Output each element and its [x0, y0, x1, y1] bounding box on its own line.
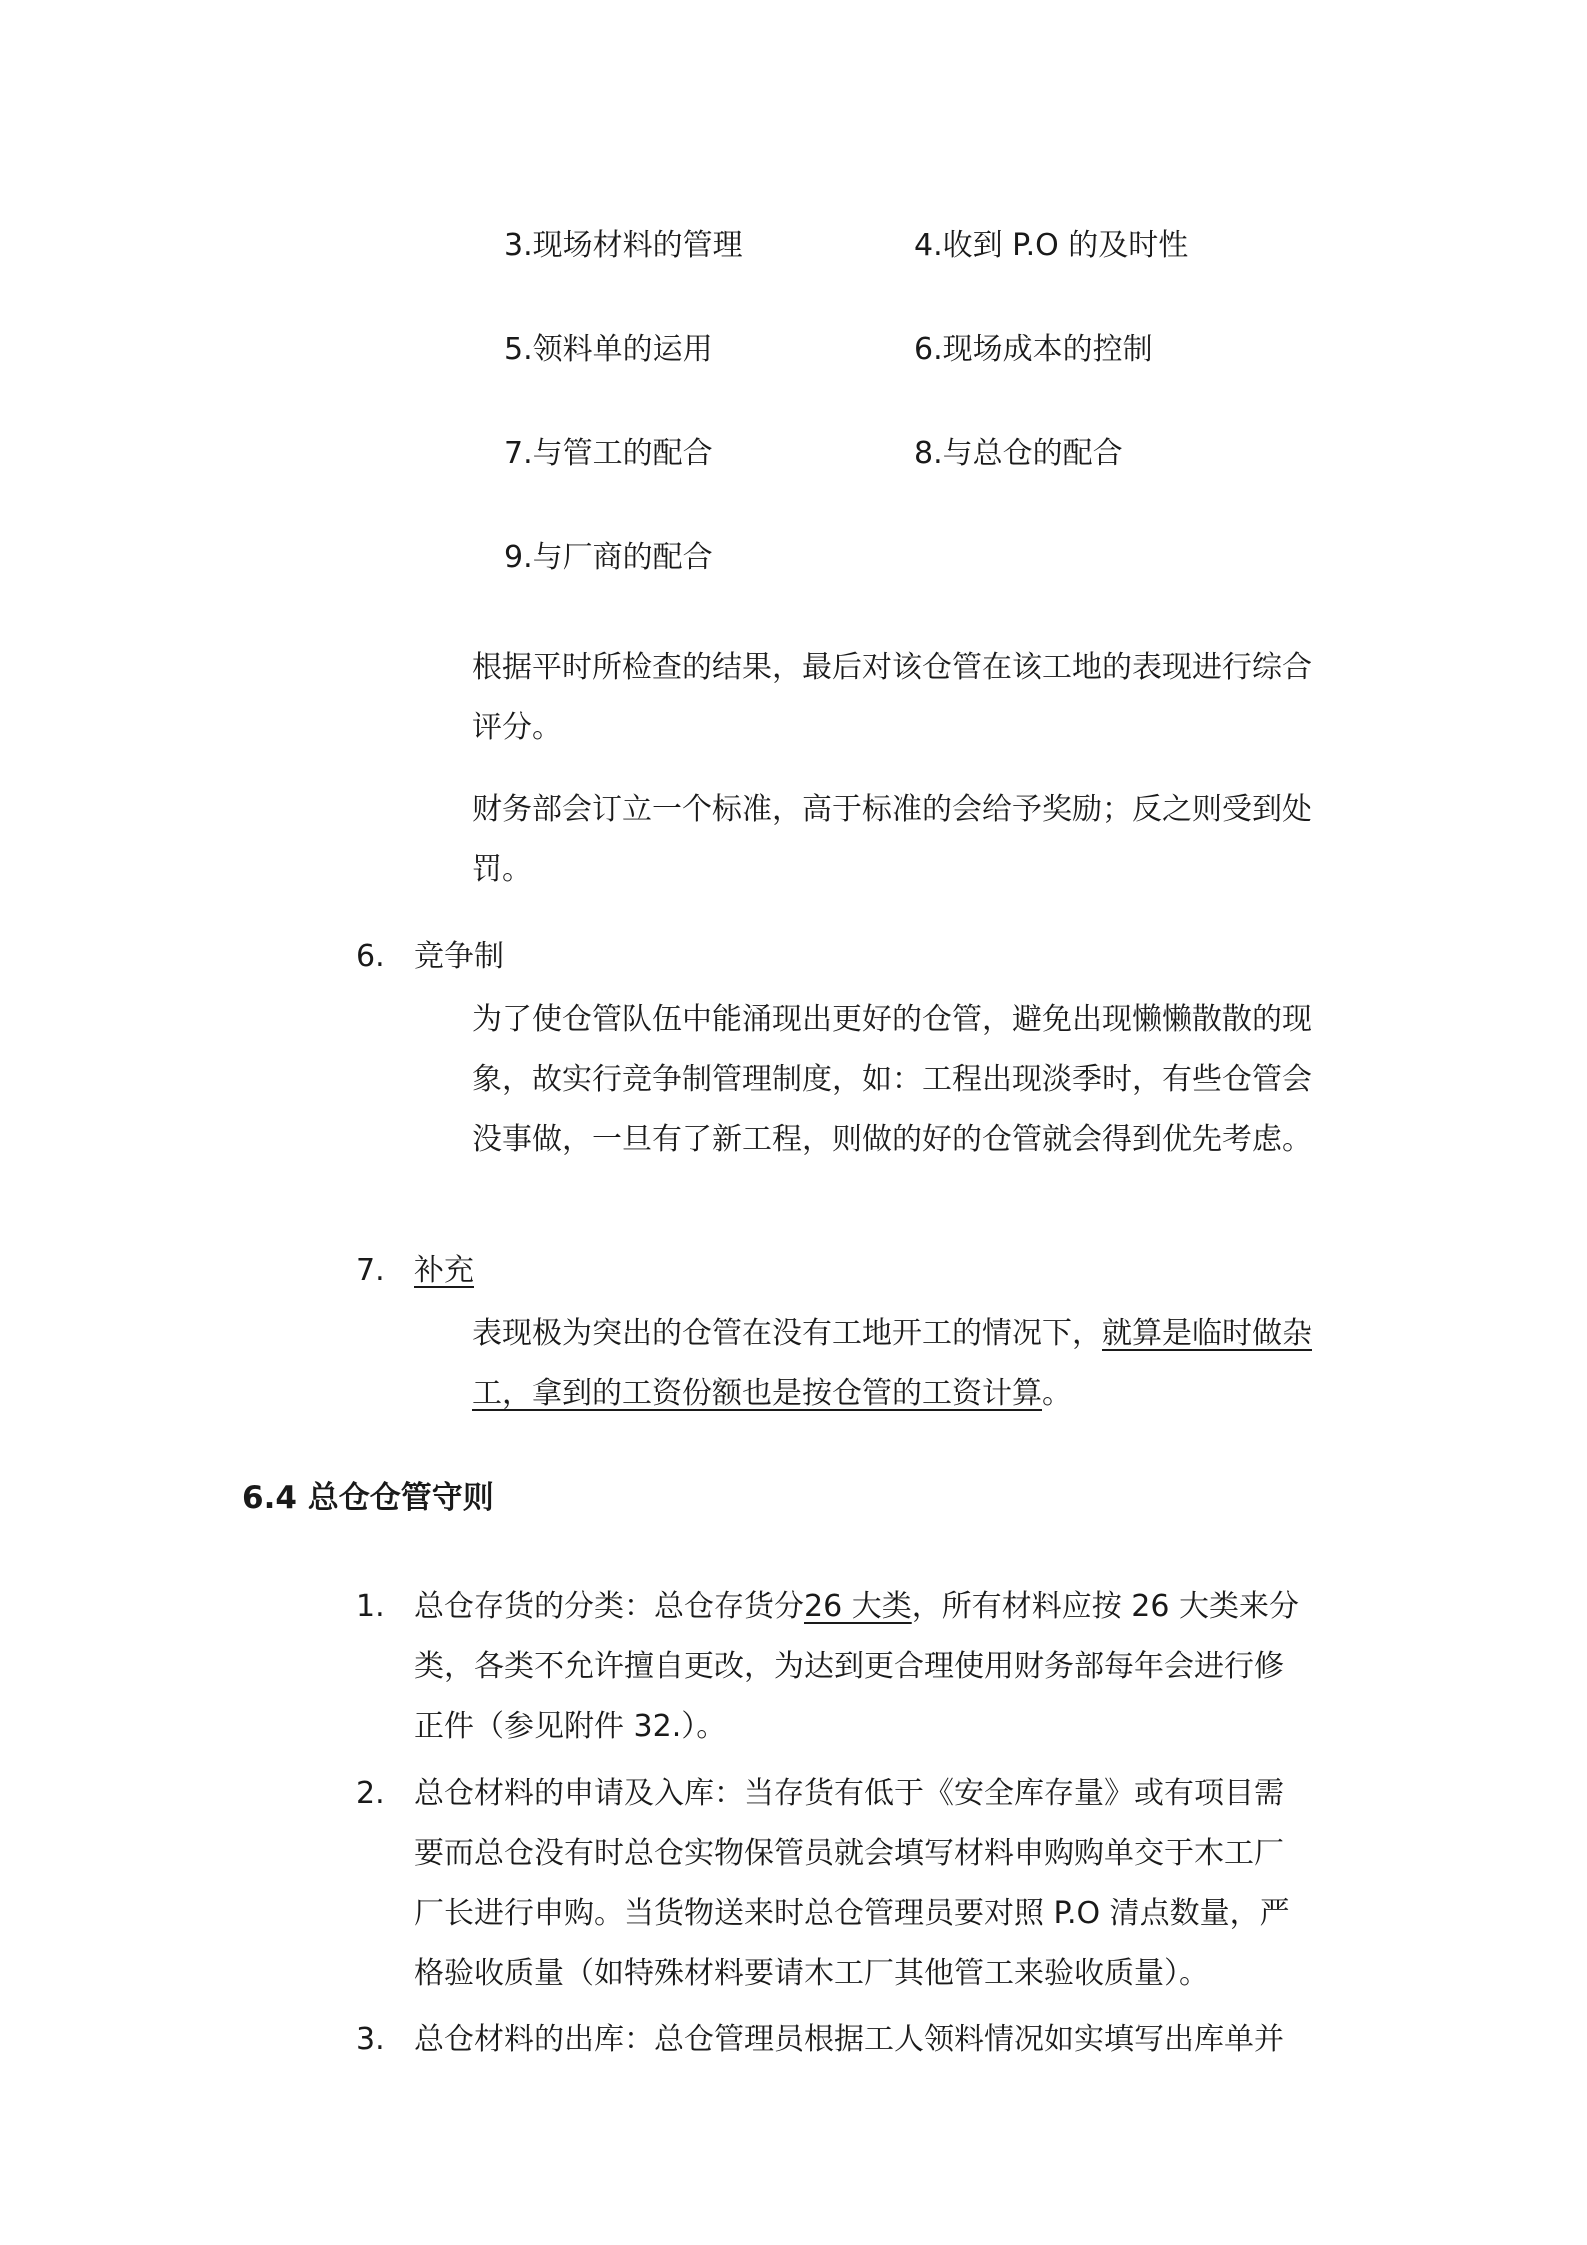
paragraph-line: 根据平时所检查的结果，最后对该仓管在该工地的表现进行综合	[472, 650, 1312, 685]
paragraph-line: 财务部会订立一个标准，高于标准的会给予奖励；反之则受到处	[472, 792, 1312, 827]
paragraph-line: 类，各类不允许擅自更改，为达到更合理使用财务部每年会进行修	[414, 1649, 1284, 1684]
list-item: 4.收到 P.O 的及时性	[914, 228, 1189, 263]
paragraph-line: 评分。	[472, 710, 562, 745]
item-number: 2.	[356, 1776, 385, 1811]
paragraph-line: 格验收质量（如特殊材料要请木工厂其他管工来验收质量）。	[414, 1956, 1209, 1991]
item-title: 补充	[414, 1253, 474, 1288]
item-number: 3.	[356, 2022, 385, 2057]
paragraph-line: 没事做，一旦有了新工程，则做的好的仓管就会得到优先考虑。	[472, 1122, 1312, 1157]
paragraph-line: 罚。	[472, 852, 532, 887]
list-item: 5.领料单的运用	[504, 332, 713, 367]
list-item: 3.现场材料的管理	[504, 228, 743, 263]
item-title: 竞争制	[414, 939, 504, 974]
item-number: 6.	[356, 939, 385, 974]
item-number: 7.	[356, 1253, 385, 1288]
text-run: ，所有材料应按 26 大类来分	[911, 1589, 1299, 1624]
list-item: 8.与总仓的配合	[914, 436, 1123, 471]
paragraph-line	[414, 1587, 1299, 1627]
paragraph-line: 要而总仓没有时总仓实物保管员就会填写材料申购购单交于木工厂	[414, 1836, 1284, 1871]
list-item: 6.现场成本的控制	[914, 332, 1153, 367]
paragraph-line	[472, 1314, 1312, 1354]
section-heading: 6.4 总仓仓管守则	[242, 1480, 494, 1516]
text-run: 。	[1042, 1376, 1072, 1411]
paragraph-line	[472, 1374, 1072, 1414]
paragraph-line: 总仓材料的出库：总仓管理员根据工人领料情况如实填写出库单并	[414, 2022, 1284, 2057]
paragraph-line: 正件（参见附件 32.）。	[414, 1709, 727, 1744]
underlined-text: 就算是临时做杂	[1102, 1316, 1312, 1351]
item-number: 1.	[356, 1589, 385, 1624]
paragraph-line: 象，故实行竞争制管理制度，如：工程出现淡季时，有些仓管会	[472, 1062, 1312, 1097]
text-run: 总仓存货的分类：总仓存货分	[414, 1589, 804, 1624]
paragraph-line: 为了使仓管队伍中能涌现出更好的仓管，避免出现懒懒散散的现	[472, 1002, 1312, 1037]
paragraph-line: 总仓材料的申请及入库：当存货有低于《安全库存量》或有项目需	[414, 1776, 1284, 1811]
underlined-text: 26 大类	[804, 1589, 912, 1624]
list-item: 9.与厂商的配合	[504, 540, 713, 575]
paragraph-line: 厂长进行申购。当货物送来时总仓管理员要对照 P.O 清点数量，严	[414, 1896, 1290, 1931]
list-item: 7.与管工的配合	[504, 436, 713, 471]
underlined-text: 工，拿到的工资份额也是按仓管的工资计算	[472, 1376, 1042, 1411]
text-run: 表现极为突出的仓管在没有工地开工的情况下，	[472, 1316, 1102, 1351]
